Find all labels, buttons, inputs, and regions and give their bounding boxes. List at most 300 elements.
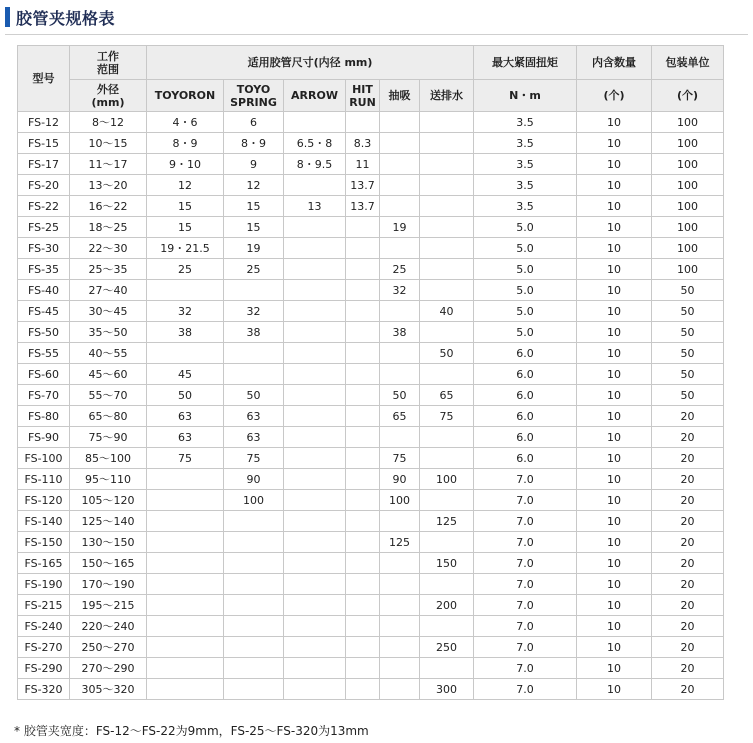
cell-pack: 20 [652, 427, 724, 448]
cell-hit-run [346, 280, 380, 301]
cell-pack: 20 [652, 658, 724, 679]
cell-suction: 19 [380, 217, 420, 238]
cell-torque: 5.0 [474, 259, 577, 280]
cell-hit-run [346, 322, 380, 343]
cell-toyoron: 32 [147, 301, 224, 322]
cell-hit-run [346, 553, 380, 574]
cell-arrow [284, 511, 346, 532]
table-row [18, 637, 724, 658]
cell-torque: 7.0 [474, 658, 577, 679]
table-row [18, 259, 724, 280]
cell-arrow: 8・9.5 [284, 154, 346, 175]
cell-pack: 100 [652, 133, 724, 154]
cell-hit-run [346, 511, 380, 532]
cell-toyoron [147, 469, 224, 490]
cell-torque: 6.0 [474, 448, 577, 469]
table-row [18, 490, 724, 511]
cell-arrow [284, 469, 346, 490]
cell-torque: 6.0 [474, 385, 577, 406]
cell-toyoron: 63 [147, 406, 224, 427]
cell-drain [420, 238, 474, 259]
cell-suction [380, 364, 420, 385]
cell-suction: 100 [380, 490, 420, 511]
cell-drain [420, 175, 474, 196]
header-hit-run: HIT RUN [346, 80, 380, 112]
cell-toyoron: 45 [147, 364, 224, 385]
cell-pack: 50 [652, 385, 724, 406]
cell-toyoron [147, 490, 224, 511]
cell-torque: 3.5 [474, 154, 577, 175]
cell-suction [380, 595, 420, 616]
cell-arrow [284, 679, 346, 700]
cell-toyo-spring [224, 679, 284, 700]
cell-model: FS-40 [18, 280, 70, 301]
cell-toyo-spring [224, 280, 284, 301]
cell-outer-dia: 95～110 [70, 469, 147, 490]
cell-hit-run [346, 616, 380, 637]
cell-suction [380, 175, 420, 196]
cell-torque: 7.0 [474, 469, 577, 490]
cell-arrow [284, 427, 346, 448]
cell-model: FS-30 [18, 238, 70, 259]
header-applicable: 适用胶管尺寸(内径 mm) [147, 46, 474, 80]
cell-hit-run [346, 343, 380, 364]
cell-arrow [284, 364, 346, 385]
cell-drain [420, 616, 474, 637]
cell-suction: 38 [380, 322, 420, 343]
cell-toyoron: 8・9 [147, 133, 224, 154]
cell-arrow [284, 490, 346, 511]
cell-toyo-spring [224, 364, 284, 385]
cell-outer-dia: 170～190 [70, 574, 147, 595]
cell-qty: 10 [577, 574, 652, 595]
cell-outer-dia: 55～70 [70, 385, 147, 406]
cell-toyoron [147, 658, 224, 679]
header-toyo-spring: TOYO SPRING [224, 80, 284, 112]
cell-drain: 100 [420, 469, 474, 490]
page-title [5, 4, 115, 30]
cell-pack: 20 [652, 532, 724, 553]
cell-toyo-spring: 19 [224, 238, 284, 259]
title-text: 胶管夹规格表 [16, 8, 116, 28]
table-row [18, 175, 724, 196]
cell-torque: 6.0 [474, 406, 577, 427]
cell-hit-run [346, 448, 380, 469]
cell-toyoron: 19・21.5 [147, 238, 224, 259]
header-pack: 包装单位 [652, 46, 724, 80]
cell-qty: 10 [577, 322, 652, 343]
cell-toyo-spring: 50 [224, 385, 284, 406]
cell-hit-run [346, 574, 380, 595]
cell-model: FS-20 [18, 175, 70, 196]
cell-torque: 7.0 [474, 553, 577, 574]
cell-model: FS-45 [18, 301, 70, 322]
cell-model: FS-70 [18, 385, 70, 406]
header-torque: 最大紧固扭矩 [474, 46, 577, 80]
cell-outer-dia: 16～22 [70, 196, 147, 217]
table-row [18, 385, 724, 406]
cell-toyoron: 9・10 [147, 154, 224, 175]
header-drain: 送排水 [420, 80, 474, 112]
cell-qty: 10 [577, 469, 652, 490]
cell-pack: 20 [652, 448, 724, 469]
cell-outer-dia: 125～140 [70, 511, 147, 532]
cell-torque: 7.0 [474, 490, 577, 511]
cell-suction: 32 [380, 280, 420, 301]
cell-drain [420, 364, 474, 385]
cell-model: FS-90 [18, 427, 70, 448]
cell-pack: 20 [652, 553, 724, 574]
header-arrow: ARROW [284, 80, 346, 112]
cell-toyo-spring [224, 658, 284, 679]
cell-toyoron: 4・6 [147, 112, 224, 133]
header-qty: 内含数量 [577, 46, 652, 80]
cell-torque: 5.0 [474, 301, 577, 322]
cell-toyoron: 15 [147, 196, 224, 217]
cell-arrow [284, 301, 346, 322]
cell-drain [420, 427, 474, 448]
cell-arrow [284, 574, 346, 595]
cell-drain [420, 322, 474, 343]
cell-qty: 10 [577, 490, 652, 511]
cell-suction [380, 679, 420, 700]
cell-torque: 5.0 [474, 280, 577, 301]
table-row [18, 322, 724, 343]
cell-outer-dia: 8～12 [70, 112, 147, 133]
cell-torque: 5.0 [474, 217, 577, 238]
cell-model: FS-25 [18, 217, 70, 238]
cell-arrow: 13 [284, 196, 346, 217]
cell-torque: 7.0 [474, 574, 577, 595]
table-row [18, 532, 724, 553]
cell-model: FS-60 [18, 364, 70, 385]
cell-pack: 20 [652, 574, 724, 595]
cell-pack: 100 [652, 259, 724, 280]
cell-drain [420, 532, 474, 553]
cell-outer-dia: 150～165 [70, 553, 147, 574]
cell-pack: 100 [652, 154, 724, 175]
cell-suction: 25 [380, 259, 420, 280]
cell-torque: 7.0 [474, 679, 577, 700]
cell-pack: 50 [652, 364, 724, 385]
cell-pack: 100 [652, 217, 724, 238]
cell-hit-run [346, 238, 380, 259]
table-row [18, 112, 724, 133]
cell-arrow: 6.5・8 [284, 133, 346, 154]
cell-suction [380, 154, 420, 175]
cell-hit-run: 13.7 [346, 175, 380, 196]
cell-hit-run [346, 217, 380, 238]
cell-qty: 10 [577, 301, 652, 322]
cell-outer-dia: 220～240 [70, 616, 147, 637]
cell-toyo-spring [224, 553, 284, 574]
cell-toyoron: 75 [147, 448, 224, 469]
cell-suction: 75 [380, 448, 420, 469]
table-row [18, 511, 724, 532]
cell-qty: 10 [577, 385, 652, 406]
cell-arrow [284, 595, 346, 616]
cell-pack: 20 [652, 469, 724, 490]
cell-toyo-spring: 75 [224, 448, 284, 469]
cell-torque: 5.0 [474, 322, 577, 343]
header-model: 型号 [18, 46, 70, 112]
cell-toyoron [147, 553, 224, 574]
cell-model: FS-270 [18, 637, 70, 658]
cell-toyo-spring [224, 616, 284, 637]
cell-pack: 100 [652, 112, 724, 133]
cell-qty: 10 [577, 259, 652, 280]
table-row [18, 574, 724, 595]
cell-hit-run [346, 490, 380, 511]
cell-toyo-spring: 100 [224, 490, 284, 511]
cell-outer-dia: 130～150 [70, 532, 147, 553]
cell-outer-dia: 195～215 [70, 595, 147, 616]
cell-outer-dia: 270～290 [70, 658, 147, 679]
cell-toyoron [147, 637, 224, 658]
cell-outer-dia: 13～20 [70, 175, 147, 196]
table-row [18, 406, 724, 427]
cell-hit-run [346, 301, 380, 322]
cell-toyoron [147, 574, 224, 595]
cell-toyo-spring [224, 511, 284, 532]
table-row [18, 469, 724, 490]
cell-model: FS-140 [18, 511, 70, 532]
cell-suction [380, 301, 420, 322]
cell-suction [380, 658, 420, 679]
title-divider [5, 34, 748, 35]
cell-torque: 6.0 [474, 427, 577, 448]
cell-qty: 10 [577, 448, 652, 469]
cell-toyo-spring [224, 637, 284, 658]
cell-outer-dia: 30～45 [70, 301, 147, 322]
cell-toyo-spring: 8・9 [224, 133, 284, 154]
cell-suction [380, 238, 420, 259]
cell-outer-dia: 18～25 [70, 217, 147, 238]
cell-toyo-spring: 25 [224, 259, 284, 280]
cell-pack: 20 [652, 616, 724, 637]
cell-toyo-spring [224, 595, 284, 616]
cell-arrow [284, 343, 346, 364]
cell-toyo-spring: 63 [224, 406, 284, 427]
table-row [18, 616, 724, 637]
cell-toyoron [147, 595, 224, 616]
table-row [18, 280, 724, 301]
cell-arrow [284, 553, 346, 574]
cell-toyo-spring: 9 [224, 154, 284, 175]
cell-qty: 10 [577, 511, 652, 532]
cell-qty: 10 [577, 637, 652, 658]
header-toyoron: TOYORON [147, 80, 224, 112]
cell-toyoron: 38 [147, 322, 224, 343]
cell-drain [420, 490, 474, 511]
cell-qty: 10 [577, 238, 652, 259]
cell-drain [420, 112, 474, 133]
cell-model: FS-80 [18, 406, 70, 427]
cell-suction [380, 637, 420, 658]
cell-qty: 10 [577, 595, 652, 616]
table-row [18, 658, 724, 679]
cell-qty: 10 [577, 616, 652, 637]
footnote: * 胶管夹宽度：FS-12～FS-22为9mm，FS-25～FS-320为13mm [14, 724, 369, 738]
cell-drain: 200 [420, 595, 474, 616]
cell-drain [420, 217, 474, 238]
cell-hit-run [346, 595, 380, 616]
cell-outer-dia: 27～40 [70, 280, 147, 301]
cell-outer-dia: 35～50 [70, 322, 147, 343]
cell-hit-run [346, 532, 380, 553]
cell-pack: 20 [652, 406, 724, 427]
cell-torque: 6.0 [474, 343, 577, 364]
cell-outer-dia: 250～270 [70, 637, 147, 658]
cell-drain: 40 [420, 301, 474, 322]
cell-model: FS-35 [18, 259, 70, 280]
cell-hit-run [346, 112, 380, 133]
cell-drain: 300 [420, 679, 474, 700]
cell-toyoron [147, 511, 224, 532]
cell-outer-dia: 11～17 [70, 154, 147, 175]
cell-qty: 10 [577, 553, 652, 574]
cell-pack: 50 [652, 301, 724, 322]
cell-outer-dia: 10～15 [70, 133, 147, 154]
cell-model: FS-165 [18, 553, 70, 574]
cell-toyoron [147, 280, 224, 301]
cell-arrow [284, 238, 346, 259]
cell-pack: 50 [652, 343, 724, 364]
table-row [18, 553, 724, 574]
cell-toyo-spring [224, 532, 284, 553]
cell-qty: 10 [577, 175, 652, 196]
cell-toyoron [147, 343, 224, 364]
cell-pack: 20 [652, 679, 724, 700]
header-work-range: 工作 范围 [70, 46, 147, 80]
header-outer-dia: 外径 (mm) [70, 80, 147, 112]
cell-qty: 10 [577, 196, 652, 217]
cell-toyo-spring: 15 [224, 217, 284, 238]
table-row [18, 448, 724, 469]
cell-pack: 20 [652, 595, 724, 616]
cell-model: FS-290 [18, 658, 70, 679]
cell-qty: 10 [577, 427, 652, 448]
cell-drain [420, 448, 474, 469]
cell-hit-run [346, 259, 380, 280]
cell-toyoron: 50 [147, 385, 224, 406]
cell-hit-run: 8.3 [346, 133, 380, 154]
cell-hit-run [346, 364, 380, 385]
cell-drain [420, 133, 474, 154]
cell-toyoron: 12 [147, 175, 224, 196]
cell-suction: 65 [380, 406, 420, 427]
cell-toyo-spring: 15 [224, 196, 284, 217]
cell-toyo-spring: 6 [224, 112, 284, 133]
cell-suction: 50 [380, 385, 420, 406]
cell-suction [380, 196, 420, 217]
cell-arrow [284, 637, 346, 658]
cell-arrow [284, 112, 346, 133]
cell-qty: 10 [577, 280, 652, 301]
cell-toyoron: 15 [147, 217, 224, 238]
cell-arrow [284, 280, 346, 301]
cell-drain: 50 [420, 343, 474, 364]
cell-toyoron [147, 679, 224, 700]
cell-torque: 7.0 [474, 595, 577, 616]
cell-pack: 20 [652, 490, 724, 511]
cell-torque: 7.0 [474, 532, 577, 553]
cell-drain: 250 [420, 637, 474, 658]
table-row [18, 238, 724, 259]
table-row [18, 133, 724, 154]
header-qty-unit: (个) [577, 80, 652, 112]
cell-model: FS-120 [18, 490, 70, 511]
cell-hit-run [346, 427, 380, 448]
cell-toyo-spring [224, 574, 284, 595]
cell-toyoron: 63 [147, 427, 224, 448]
table-row [18, 679, 724, 700]
cell-qty: 10 [577, 343, 652, 364]
cell-drain: 150 [420, 553, 474, 574]
cell-arrow [284, 217, 346, 238]
cell-torque: 7.0 [474, 511, 577, 532]
cell-hit-run [346, 469, 380, 490]
spec-table [17, 45, 724, 700]
cell-torque: 7.0 [474, 616, 577, 637]
cell-suction [380, 427, 420, 448]
spec-table-body [18, 112, 724, 700]
cell-qty: 10 [577, 133, 652, 154]
cell-outer-dia: 22～30 [70, 238, 147, 259]
cell-qty: 10 [577, 217, 652, 238]
cell-drain: 125 [420, 511, 474, 532]
table-row [18, 154, 724, 175]
cell-drain [420, 259, 474, 280]
cell-model: FS-190 [18, 574, 70, 595]
cell-toyoron: 25 [147, 259, 224, 280]
cell-hit-run [346, 637, 380, 658]
cell-pack: 20 [652, 637, 724, 658]
cell-hit-run: 13.7 [346, 196, 380, 217]
table-row [18, 343, 724, 364]
cell-suction: 125 [380, 532, 420, 553]
cell-model: FS-55 [18, 343, 70, 364]
cell-drain [420, 280, 474, 301]
cell-model: FS-12 [18, 112, 70, 133]
cell-qty: 10 [577, 364, 652, 385]
header-torque-unit: N・m [474, 80, 577, 112]
cell-toyo-spring: 90 [224, 469, 284, 490]
cell-qty: 10 [577, 532, 652, 553]
cell-outer-dia: 25～35 [70, 259, 147, 280]
cell-arrow [284, 175, 346, 196]
cell-toyoron [147, 616, 224, 637]
cell-drain [420, 154, 474, 175]
cell-toyo-spring: 38 [224, 322, 284, 343]
cell-qty: 10 [577, 112, 652, 133]
cell-model: FS-15 [18, 133, 70, 154]
cell-suction: 90 [380, 469, 420, 490]
cell-torque: 3.5 [474, 196, 577, 217]
cell-qty: 10 [577, 679, 652, 700]
cell-arrow [284, 406, 346, 427]
table-row [18, 217, 724, 238]
cell-pack: 100 [652, 175, 724, 196]
header-pack-unit: (个) [652, 80, 724, 112]
cell-suction [380, 616, 420, 637]
table-row [18, 364, 724, 385]
cell-outer-dia: 40～55 [70, 343, 147, 364]
cell-model: FS-50 [18, 322, 70, 343]
cell-suction [380, 112, 420, 133]
cell-toyo-spring [224, 343, 284, 364]
cell-drain: 75 [420, 406, 474, 427]
